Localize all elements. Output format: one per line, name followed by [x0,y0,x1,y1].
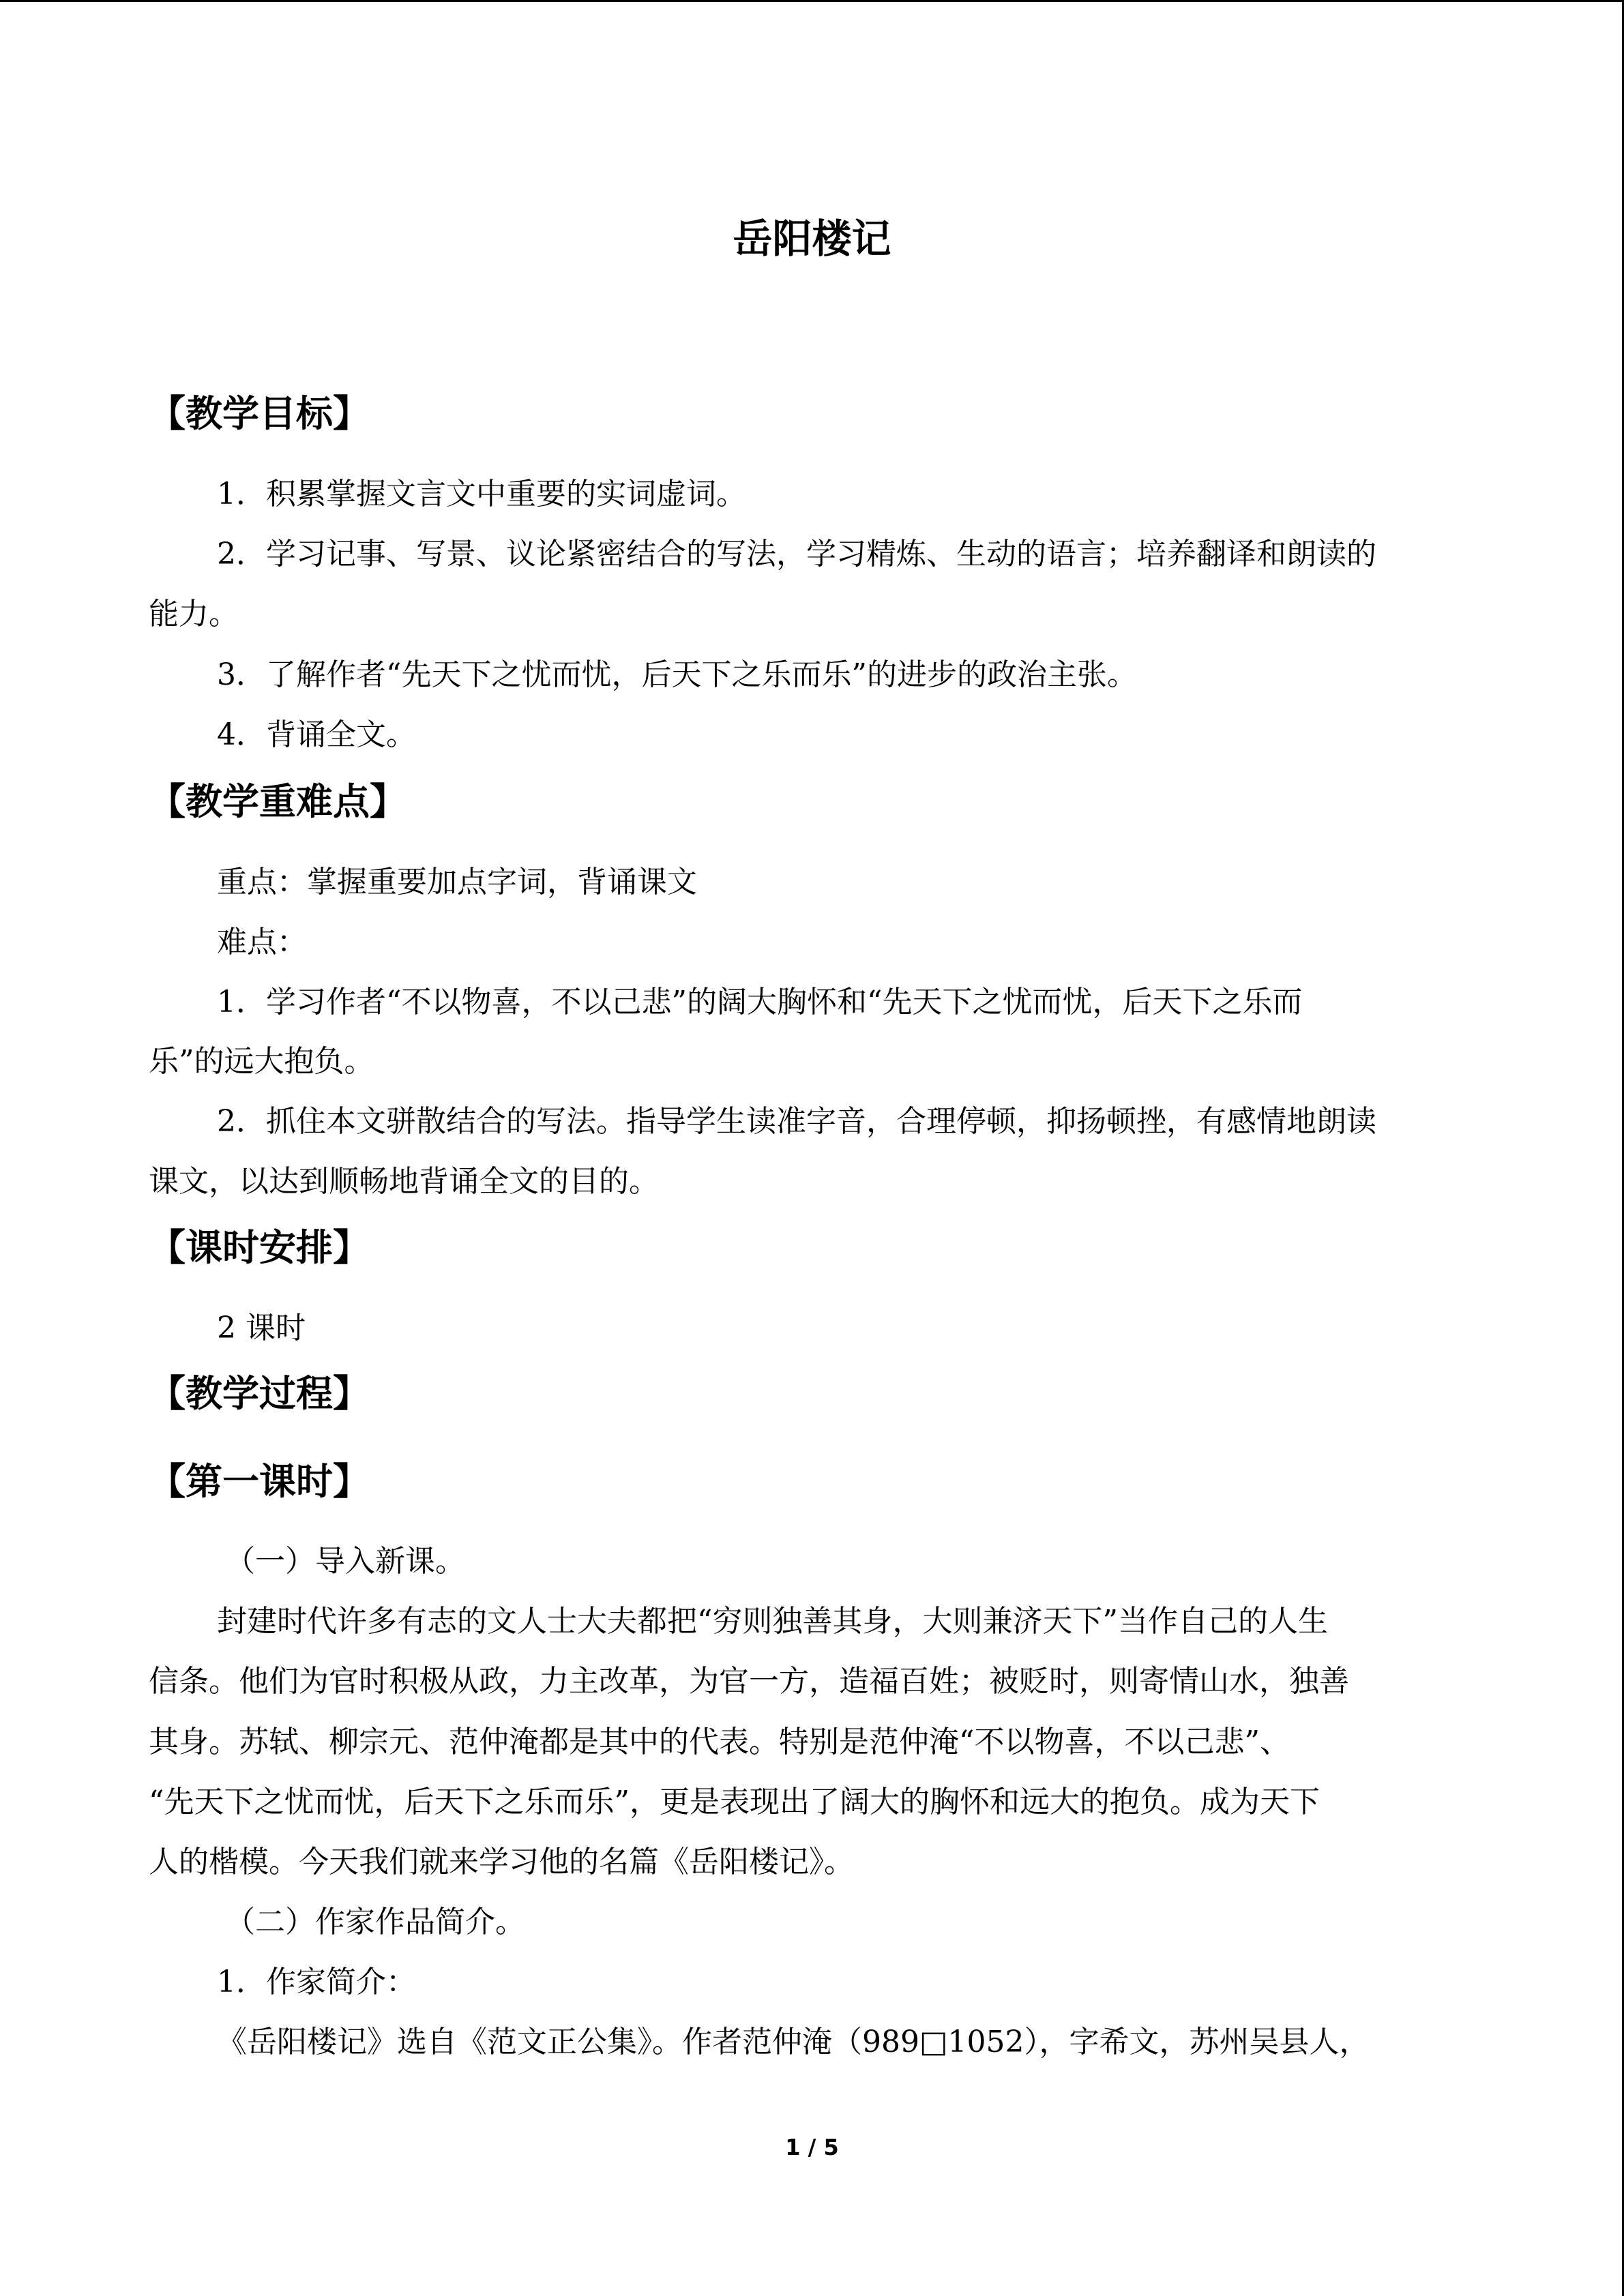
schedule-line: 2 课时 [217,1311,306,1345]
lesson-line: 信条。他们为官时积极从政，力主改革，为官一方，造福百姓；被贬时，则寄情山水，独善 [149,1664,1349,1699]
lesson-line: “先天下之忧而忧，后天下之乐而乐”，更是表现出了阔大的胸怀和远大的抱负。成为天下 [149,1785,1320,1819]
objective-line: 3．了解作者“先天下之忧而忧，后天下之乐而乐”的进步的政治主张。 [217,657,1137,692]
document-title: 岳阳楼记 [733,215,891,262]
key-point-line: 乐”的远大抱负。 [149,1044,374,1079]
lesson-line: （一）导入新课。 [225,1544,465,1579]
key-point-line: 重点：掌握重要加点字词，背诵课文 [217,865,697,899]
page-number: 1 / 5 [785,2134,839,2160]
objective-line: 2．学习记事、写景、议论紧密结合的写法，学习精炼、生动的语言；培养翻译和朗读的 [217,537,1376,571]
key-point-line: 难点： [217,925,307,959]
lesson-line: 1．作家简介： [217,1965,416,1999]
lesson-line: 人的楷模。今天我们就来学习他的名篇《岳阳楼记》。 [149,1845,854,1879]
heading-class-schedule: 【课时安排】 [149,1226,370,1269]
objective-line: 1．积累掌握文言文中重要的实词虚词。 [217,477,746,511]
lesson-line: 封建时代许多有志的文人士大夫都把“穷则独善其身，大则兼济天下”当作自己的人生 [217,1604,1328,1639]
heading-teaching-objectives: 【教学目标】 [149,392,370,435]
key-point-line: 课文，以达到顺畅地背诵全文的目的。 [149,1164,659,1199]
lesson-line: 其身。苏轼、柳宗元、范仲淹都是其中的代表。特别是范仲淹“不以物喜，不以己悲”、 [149,1725,1290,1759]
key-point-line: 2．抓住本文骈散结合的写法。指导学生读准字音，合理停顿，抑扬顿挫，有感情地朗读 [217,1104,1376,1139]
key-point-line: 1．学习作者“不以物喜，不以己悲”的阔大胸怀和“先天下之忧而忧，后天下之乐而 [217,985,1303,1019]
lesson-line: （二）作家作品简介。 [225,1905,525,1939]
heading-first-lesson: 【第一课时】 [149,1460,370,1503]
lesson-line: 《岳阳楼记》选自《范文正公集》。作者范仲淹（989□1052），字希文，苏州吴县人， [217,2025,1370,2059]
heading-key-and-difficult-points: 【教学重难点】 [149,780,407,823]
heading-teaching-process: 【教学过程】 [149,1372,370,1415]
page-top-border [0,0,1624,2]
objective-line: 能力。 [149,597,239,631]
objective-line: 4．背诵全文。 [217,717,416,752]
